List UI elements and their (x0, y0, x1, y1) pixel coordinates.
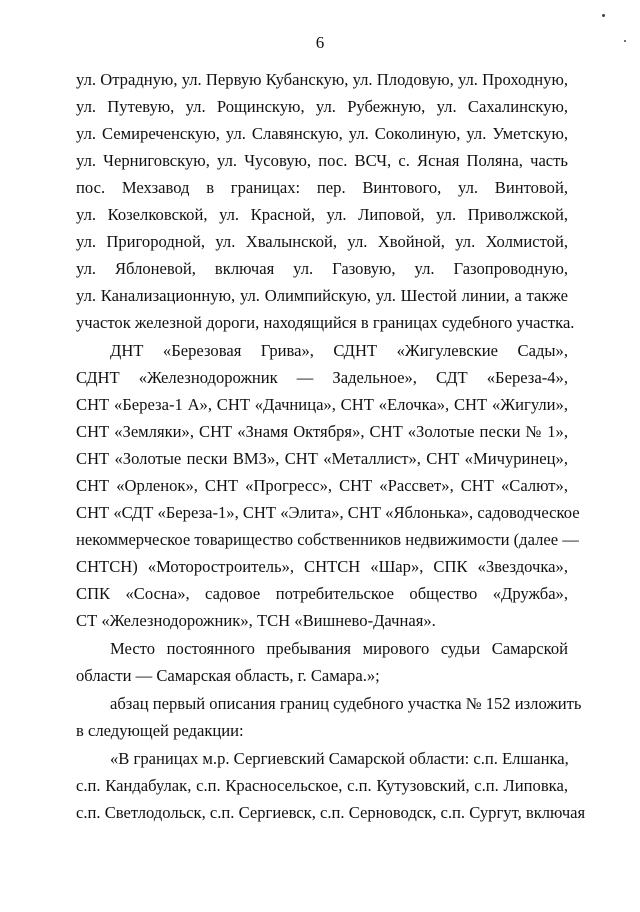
text-line: в следующей редакции: (76, 721, 244, 740)
text-line: СПК «Сосна», садовое потребительское общество «Дружба», (76, 584, 568, 603)
text-line: СНТ «Золотые пески ВМЗ», СНТ «Металлист», СНТ «Мичуринец», (76, 449, 568, 468)
text-line: абзац первый описания границ судебного участка № 152 изложить (110, 694, 582, 713)
text-line: ул. Пригородной, ул. Хвалынской, ул. Хвойной, ул. Холмистой, (76, 232, 568, 251)
text-line: ул. Яблоневой, включая ул. Газовую, ул. Газопроводную, (76, 259, 568, 278)
text-line: ДНТ «Березовая Грива», СДНТ «Жигулевские Сады», (110, 341, 568, 360)
text-line: с.п. Кандабулак, с.п. Красносельское, с.п. Кутузовский, с.п. Липовка, (76, 776, 568, 795)
text-line: ул. Семиреченскую, ул. Славянскую, ул. Соколиную, ул. Уметскую, (76, 124, 568, 143)
scan-speck (624, 40, 626, 42)
text-line: СНТ «СДТ «Береза-1», СНТ «Элита», СНТ «Яблонька», садоводческое (76, 503, 580, 522)
text-line: СНТ «Земляки», СНТ «Знамя Октября», СНТ «Золотые пески № 1», (76, 422, 568, 441)
text-line: ул. Канализационную, ул. Олимпийскую, ул. Шестой линии, а также (76, 286, 568, 305)
text-line: некоммерческое товарищество собственников недвижимости (далее — (76, 530, 579, 549)
text-line: ул. Козелковской, ул. Красной, ул. Липовой, ул. Приволжской, (76, 205, 568, 224)
text-line: СНТ «Орленок», СНТ «Прогресс», СНТ «Рассвет», СНТ «Салют», (76, 476, 568, 495)
text-line: ул. Отрадную, ул. Первую Кубанскую, ул. Плодовую, ул. Проходную, (76, 70, 568, 89)
text-line: СТ «Железнодорожник», ТСН «Вишнево-Дачная». (76, 611, 436, 630)
text-line: участок железной дороги, находящийся в границах судебного участка. (76, 313, 575, 332)
text-line: Место постоянного пребывания мирового судьи Самарской (110, 639, 568, 658)
text-line: СНТ «Береза-1 А», СНТ «Дачница», СНТ «Елочка», СНТ «Жигули», (76, 395, 568, 414)
text-line: ул. Путевую, ул. Рощинскую, ул. Рубежную, ул. Сахалинскую, (76, 97, 568, 116)
page-number: 6 (315, 33, 325, 52)
text-line: СДНТ «Железнодорожник — Задельное», СДТ «Береза-4», (76, 368, 568, 387)
scan-speck (602, 14, 605, 17)
text-line: СНТСН) «Моторостроитель», СНТСН «Шар», СПК «Звездочка», (76, 557, 568, 576)
text-line: пос. Мехзавод в границах: пер. Винтового, ул. Винтовой, (76, 178, 568, 197)
text-line: «В границах м.р. Сергиевский Самарской области: с.п. Елшанка, (110, 749, 569, 768)
text-line: ул. Черниговскую, ул. Чусовую, пос. ВСЧ, с. Ясная Поляна, часть (76, 151, 568, 170)
text-line: с.п. Светлодольск, с.п. Сергиевск, с.п. Серноводск, с.п. Сургут, включая (76, 803, 586, 822)
text-line: области — Самарская область, г. Самара.»; (76, 666, 380, 685)
